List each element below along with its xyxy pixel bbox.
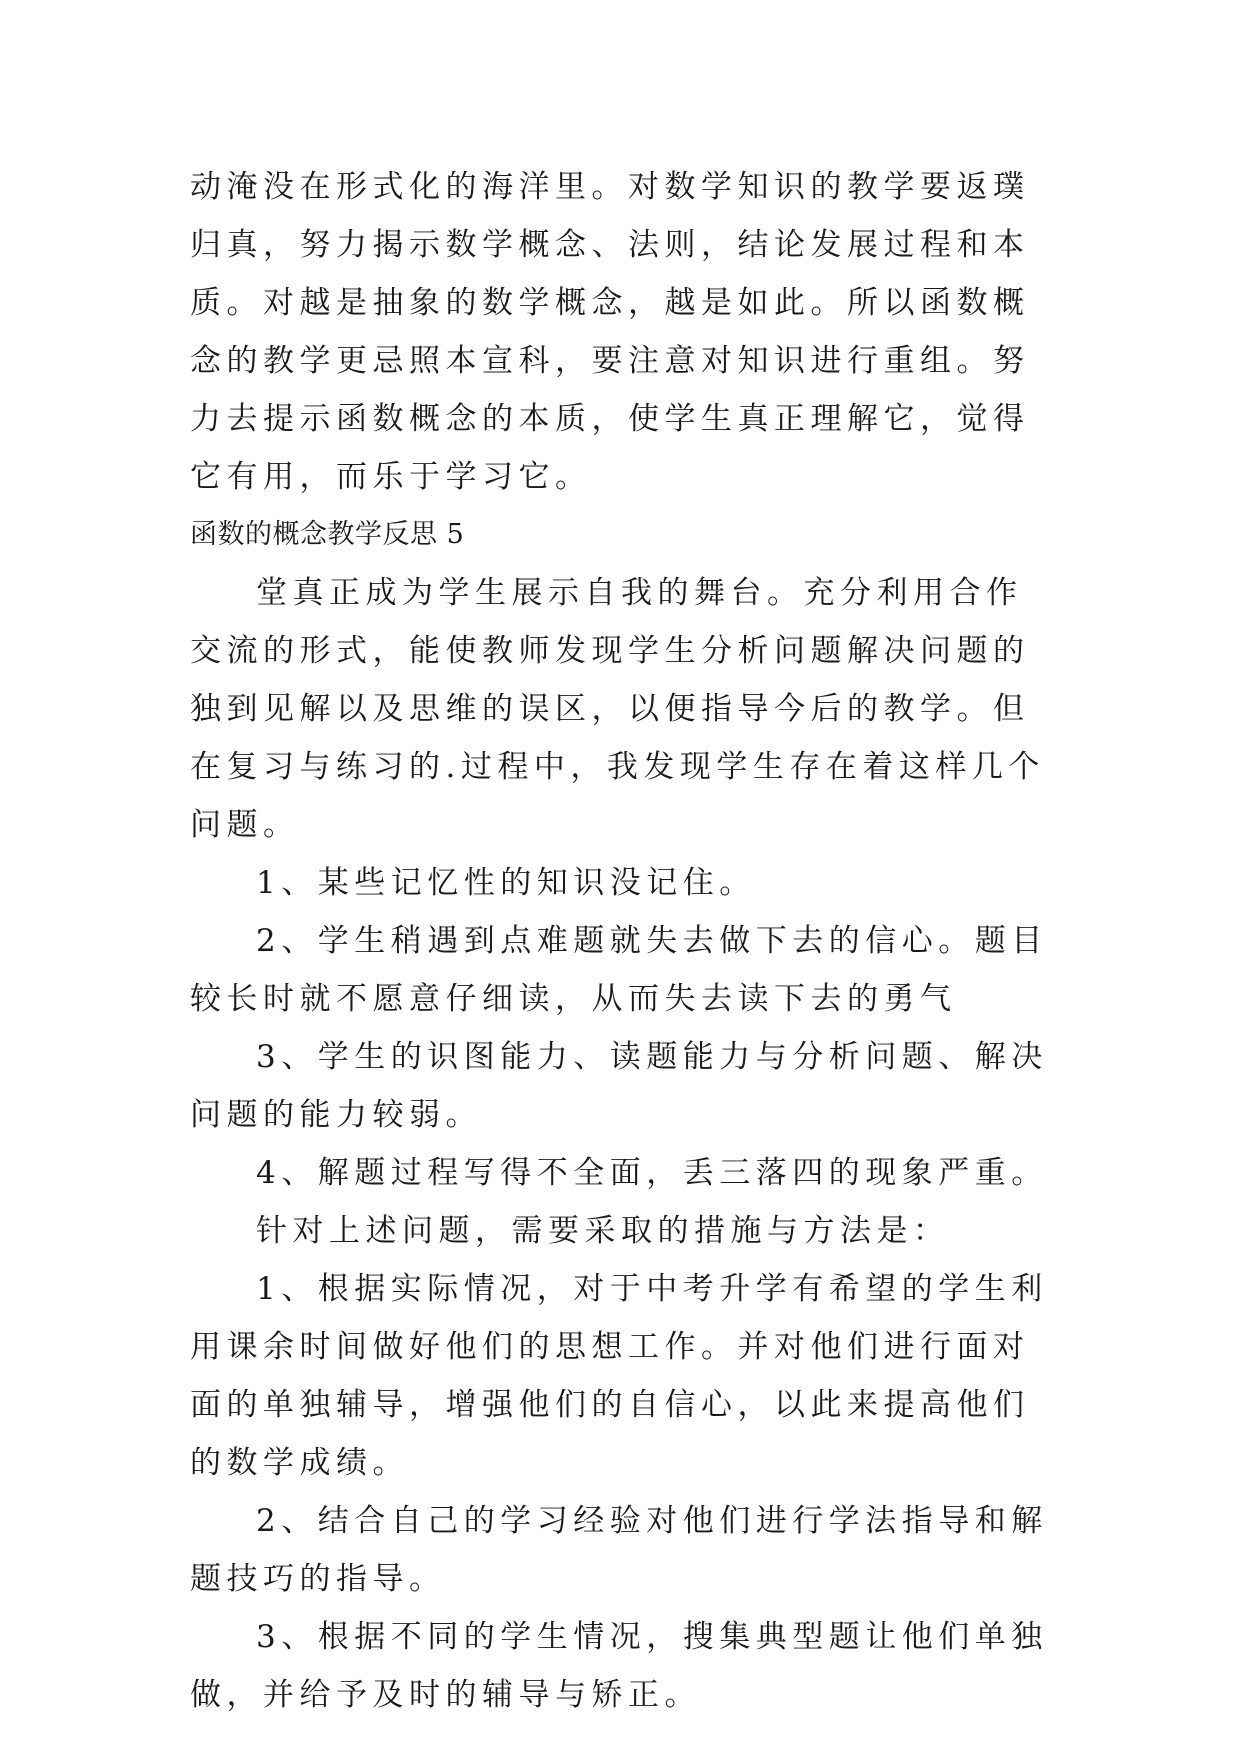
paragraph-continued: 动淹没在形式化的海洋里。对数学知识的教学要返璞归真，努力揭示数学概念、法则，结论发展过程和本质。对越是抽象的数学概念，越是如此。所以函数概念的教学更忌照本宣科，要注意对知识进行重组。努力去提示函数概念的本质，使学生真正理解它，觉得它有用，而乐于学习它。 (190, 169, 1030, 495)
list-item-measure-1: 1、根据实际情况，对于中考升学有希望的学生利用课余时间做好他们的思想工作。并对他们进行面对面的单独辅导，增强他们的自信心，以此来提高他们的数学成绩。 (190, 1271, 1048, 1481)
list-item-measure-3: 3、根据不同的学生情况，搜集典型题让他们单独做，并给予及时的辅导与矫正。 (190, 1619, 1048, 1713)
list-item-problem-2: 2、学生稍遇到点难题就失去做下去的信心。题目较长时就不愿意仔细读，从而失去读下去的勇气 (190, 923, 1048, 1017)
section-heading: 函数的概念教学反思 5 (190, 519, 465, 550)
list-item-problem-1: 1、某些记忆性的知识没记住。 (256, 865, 756, 901)
list-item-problem-3: 3、学生的识图能力、读题能力与分析问题、解决问题的能力较弱。 (190, 1039, 1048, 1133)
list-item-problem-4: 4、解题过程写得不全面，丢三落四的现象严重。 (256, 1155, 1048, 1191)
list-item-measure-2: 2、结合自己的学习经验对他们进行学法指导和解题技巧的指导。 (190, 1503, 1048, 1597)
paragraph-measures-intro: 针对上述问题，需要采取的措施与方法是： (256, 1213, 950, 1249)
document-body (190, 158, 1058, 1724)
paragraph-intro: 堂真正成为学生展示自我的舞台。充分利用合作交流的形式，能使教师发现学生分析问题解决问题的独到见解以及思维的误区，以便指导今后的教学。但在复习与练习的.过程中，我发现学生存在着这样几个问题。 (190, 575, 1045, 843)
